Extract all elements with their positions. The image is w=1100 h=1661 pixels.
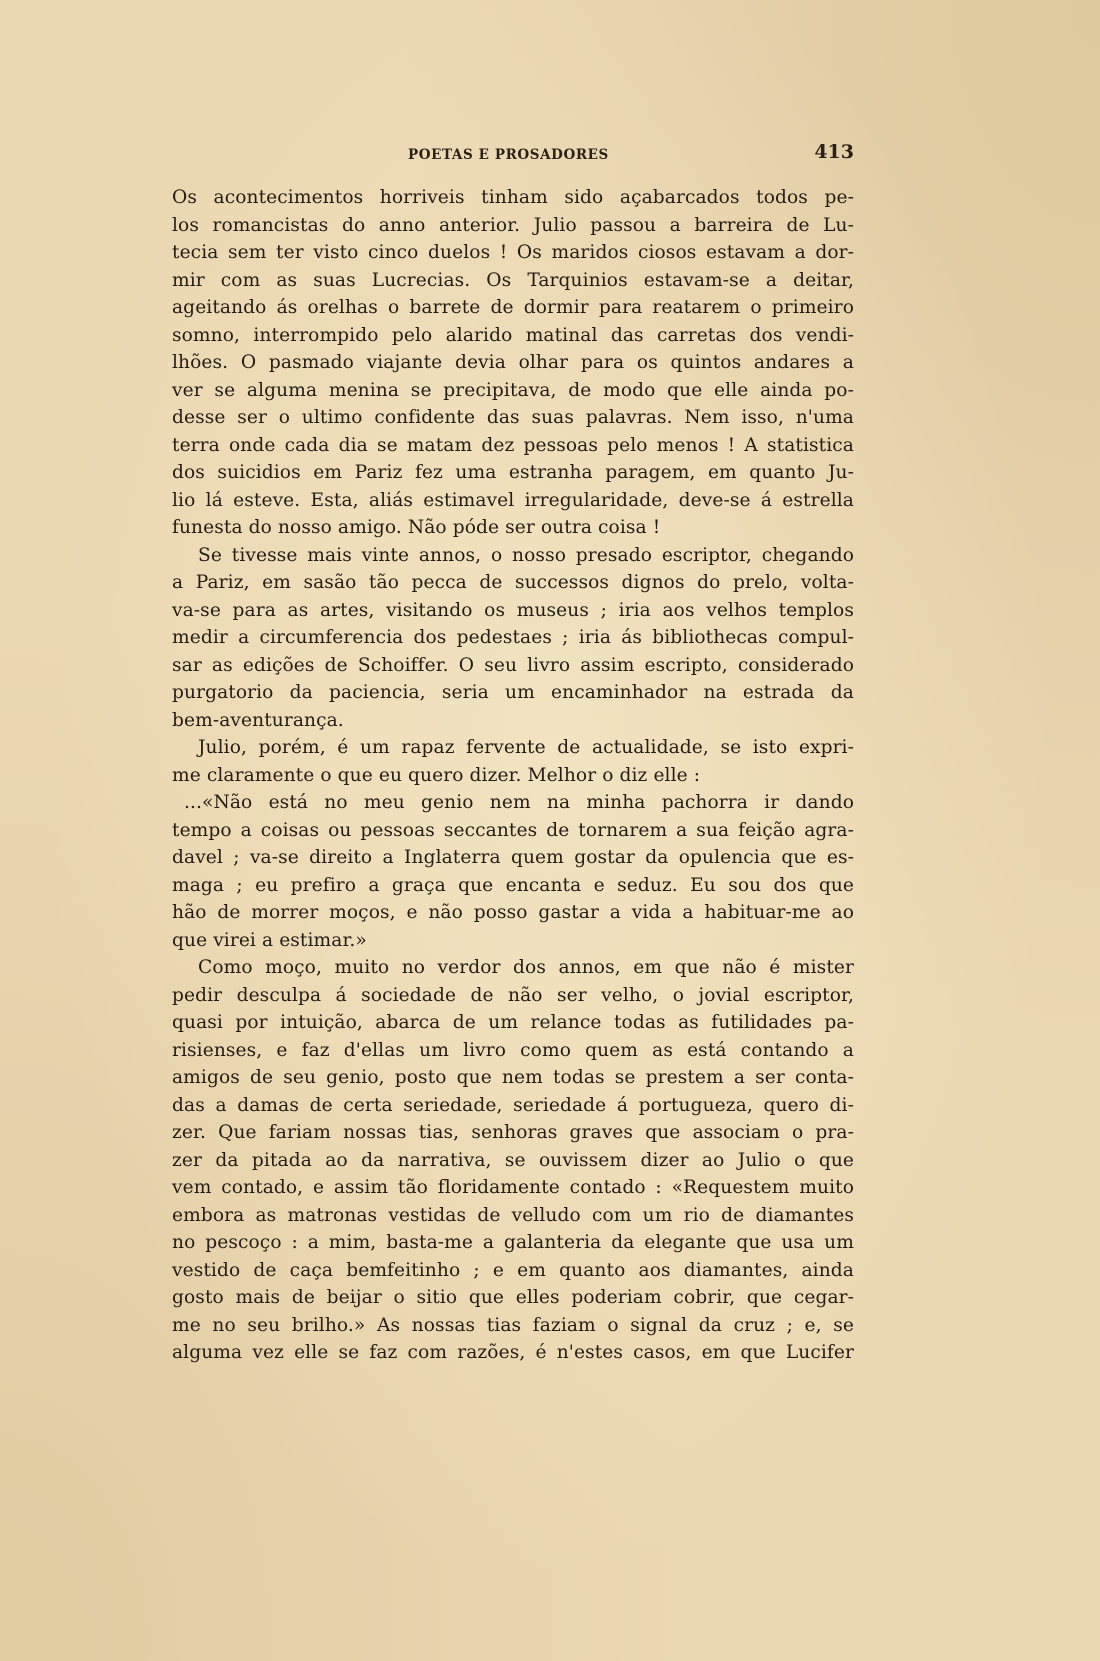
text-line: terra onde cada dia se matam dez pessoas pelo menos ! A statistica bbox=[172, 434, 854, 456]
text-line: pedir desculpa á sociedade de não ser velho, o jovial escriptor, bbox=[172, 984, 854, 1006]
page-number: 413 bbox=[814, 141, 854, 163]
text-line: hão de morrer moços, e não posso gastar a vida a habituar-me ao bbox=[172, 902, 854, 923]
text-line: me no seu brilho.» As nossas tias faziam o signal da cruz ; e, se bbox=[172, 1314, 854, 1336]
text-line: tecia sem ter visto cinco duelos ! Os maridos ciosos estavam a dor- bbox=[172, 242, 854, 263]
text-line: quasi por intuição, abarca de um relance todas as futilidades pa- bbox=[172, 1012, 854, 1033]
text-line: ...«Não está no meu genio nem na minha pachorra ir dando bbox=[184, 792, 854, 813]
text-line: funesta do nosso amigo. Não póde ser outra coisa ! bbox=[172, 517, 661, 538]
text-line: va-se para as artes, visitando os museus ; iria aos velhos templos bbox=[172, 599, 854, 621]
text-line: zer da pitada ao da narrativa, se ouvissem dizer ao Julio o que bbox=[172, 1149, 854, 1171]
text-line: no pescoço : a mim, basta-me a galanteria da elegante que usa um bbox=[172, 1232, 854, 1253]
text-line: ver se alguma menina se precipitava, de modo que elle ainda po- bbox=[172, 379, 854, 401]
text-line: somno, interrompido pelo alarido matinal das carretas dos vendi- bbox=[172, 324, 854, 346]
text-line: mir com as suas Lucrecias. Os Tarquinios estavam-se a deitar, bbox=[172, 269, 854, 291]
text-line: vestido de caça bemfeitinho ; e em quanto aos diamantes, ainda bbox=[172, 1259, 854, 1281]
text-line: Como moço, muito no verdor dos annos, em que não é mister bbox=[198, 957, 854, 978]
text-line: alguma vez elle se faz com razões, é n'estes casos, em que Lucifer bbox=[172, 1342, 854, 1363]
text-line: risienses, e faz d'ellas um livro como quem as está contando a bbox=[172, 1039, 854, 1061]
text-line: los romancistas do anno anterior. Julio passou a barreira de Lu- bbox=[172, 214, 854, 236]
text-line: medir a circumferencia dos pedestaes ; iria ás bibliothecas compul- bbox=[172, 627, 854, 648]
text-line: purgatorio da paciencia, seria um encaminhador na estrada da bbox=[172, 682, 854, 703]
text-line: tempo a coisas ou pessoas seccantes de tornarem a sua feição agra- bbox=[172, 819, 854, 841]
text-line: vem contado, e assim tão floridamente contado : «Requestem muito bbox=[172, 1177, 854, 1198]
text-line: maga ; eu prefiro a graça que encanta e seduz. Eu sou dos que bbox=[172, 874, 854, 896]
text-line: bem-aventurança. bbox=[172, 709, 344, 731]
text-line: que virei a estimar.» bbox=[172, 929, 367, 951]
text-line: amigos de seu genio, posto que nem todas se prestem a ser conta- bbox=[172, 1067, 854, 1088]
text-line: zer. Que fariam nossas tias, senhoras graves que associam o pra- bbox=[172, 1122, 854, 1143]
text-line: desse ser o ultimo confidente das suas palavras. Nem isso, n'uma bbox=[172, 407, 854, 428]
text-line: a Pariz, em sasão tão pecca de successos dignos do prelo, volta- bbox=[172, 572, 854, 593]
text-line: lio lá esteve. Esta, aliás estimavel irregularidade, deve-se á estrella bbox=[172, 489, 854, 511]
running-head: POETAS E PROSADORES bbox=[408, 147, 609, 163]
text-line: sar as edições de Schoiffer. O seu livro assim escripto, considerado bbox=[172, 654, 854, 676]
text-line: dos suicidios em Pariz fez uma estranha paragem, em quanto Ju- bbox=[172, 462, 854, 483]
text-line: Os acontecimentos horriveis tinham sido açabarcados todos pe- bbox=[172, 187, 854, 208]
text-line: Se tivesse mais vinte annos, o nosso presado escriptor, chegando bbox=[198, 544, 854, 566]
text-line: davel ; va-se direito a Inglaterra quem gostar da opulencia que es- bbox=[172, 847, 854, 868]
text-line: ageitando ás orelhas o barrete de dormir para reatarem o primeiro bbox=[172, 297, 854, 318]
text-line: embora as matronas vestidas de velludo com um rio de diamantes bbox=[172, 1204, 854, 1226]
text-line: das a damas de certa seriedade, seriedade á portugueza, quero di- bbox=[172, 1094, 854, 1116]
text-line: Julio, porém, é um rapaz fervente de actualidade, se isto expri- bbox=[198, 737, 854, 758]
text-line: gosto mais de beijar o sitio que elles poderiam cobrir, que cegar- bbox=[172, 1287, 854, 1308]
body-text bbox=[172, 184, 854, 1367]
text-line: lhões. O pasmado viajante devia olhar para os quintos andares a bbox=[172, 352, 854, 373]
text-line: me claramente o que eu quero dizer. Melhor o diz elle : bbox=[172, 764, 701, 786]
page-header bbox=[172, 143, 854, 167]
